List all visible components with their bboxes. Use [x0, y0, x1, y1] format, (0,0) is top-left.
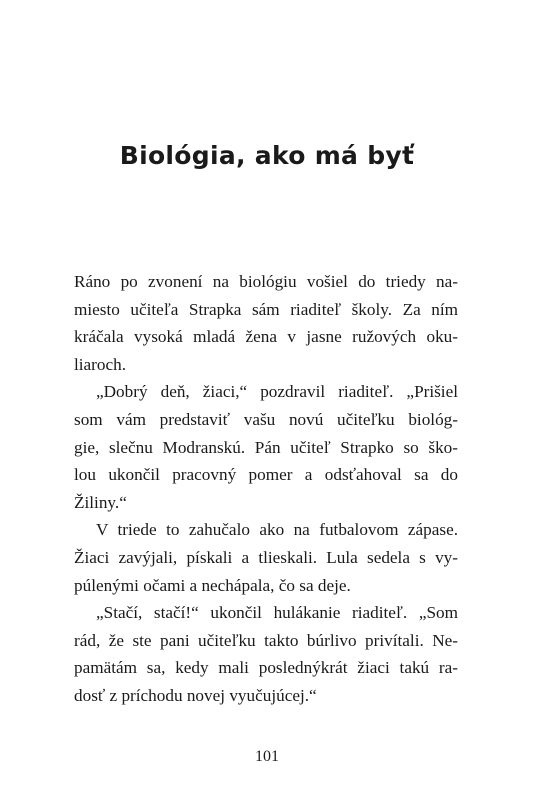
text-line: Žiliny.“: [74, 492, 127, 512]
text-line: gie, slečnu Modranskú. Pán učiteľ Strapko so ško-: [74, 437, 458, 457]
text-line: „Dobrý deň, žiaci,“ pozdravil riaditeľ. „Prišiel: [96, 382, 458, 402]
text-line: dosť z príchodu novej vyučujúcej.“: [74, 685, 317, 705]
text-line: rád, že ste pani učiteľku takto búrlivo privítali. Ne-: [74, 630, 458, 650]
text-line: púlenými očami a nechápala, čo sa deje.: [74, 575, 351, 595]
text-line: „Stačí, stačí!“ ukončil hulákanie riaditeľ. „Som: [96, 603, 458, 623]
text-line: V triede to zahučalo ako na futbalovom zápase.: [96, 520, 458, 540]
text-line: kráčala vysoká mladá žena v jasne ružových oku-: [74, 327, 458, 347]
text-line: liaroch.: [74, 354, 127, 374]
text-line: pamätám sa, kedy mali poslednýkrát žiaci takú ra-: [74, 658, 458, 678]
text-line: lou ukončil pracovný pomer a odsťahoval sa do: [74, 465, 458, 485]
text-line: Ráno po zvonení na biológiu vošiel do triedy na-: [74, 272, 458, 291]
text-line: Žiaci zavýjali, pískali a tlieskali. Lula sedela s vy-: [74, 547, 458, 567]
text-line: som vám predstaviť vašu novú učiteľku biológ-: [74, 409, 458, 429]
page-number: 101: [255, 748, 279, 765]
chapter-title: Biológia, ako má byť: [119, 141, 415, 170]
body-text: [74, 268, 458, 710]
text-line: miesto učiteľa Strapka sám riaditeľ školy. Za ním: [74, 299, 458, 319]
